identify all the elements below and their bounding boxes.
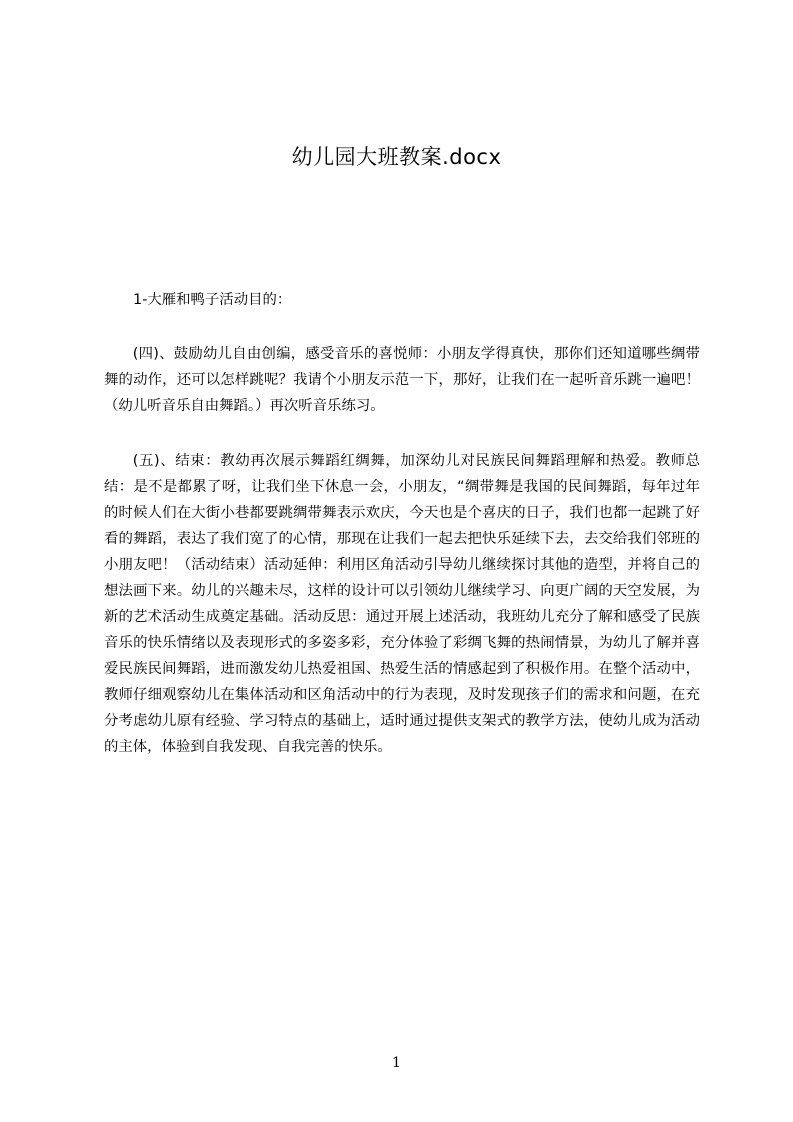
paragraph-activity-four: (四)、鼓励幼儿自由创编，感受音乐的喜悦师：小朋友学得真快，那你们还知道哪些绸带舞的动作，还可以怎样跳呢？我请个小朋友示范一下，那好，让我们在一起听音乐跳一遍吧！（幼儿听音乐自由舞蹈。）再次听音乐练习。 [104, 346, 700, 414]
paragraph-activity-five: (五)、结束：教幼再次展示舞蹈红绸舞，加深幼儿对民族民间舞蹈理解和热爱。教师总结：是不是都累了呀，让我们坐下休息一会，小朋友，“绸带舞是我国的民间舞蹈，每年过年的时候人们在大街小巷都要跳绸带舞表示欢庆，今天也是个喜庆的日子，我们也都一起跳了好看的舞蹈，表达了我们宽了的心情，那现在让我们一起去把快乐延续下去，去交给我们邻班的小朋友吧！（活动结束）活动延伸：利用区角活动引导幼儿继续探讨其他的造型，并将自己的想法画下来。幼儿的兴趣未尽，这样的设计可以引领幼儿继续学习、向更广阔的天空发展，为新的艺术活动生成奠定基础。活动反思：通过开展上述活动，我班幼儿充分了解和感受了民族音乐的快乐情绪以及表现形式的多姿多彩，充分体验了彩绸飞舞的热闹情景，为幼儿了解并喜爱民族民间舞蹈，进而激发幼儿热爱祖国、热爱生活的情感起到了积极作用。在整个活动中，教师仔细观察幼儿在集体活动和区角活动中的行为表现，及时发现孩子们的需求和问题，在充分考虑幼儿原有经验、学习特点的基础上，适时通过提供支架式的教学方法，使幼儿成为活动的主体，体验到自我发现、自我完善的快乐。 [104, 453, 700, 755]
document-title: 幼儿园大班教案.docx [291, 145, 502, 169]
page-number: 1 [392, 1055, 401, 1071]
section-heading: 1-大雁和鸭子活动目的： [133, 292, 292, 308]
